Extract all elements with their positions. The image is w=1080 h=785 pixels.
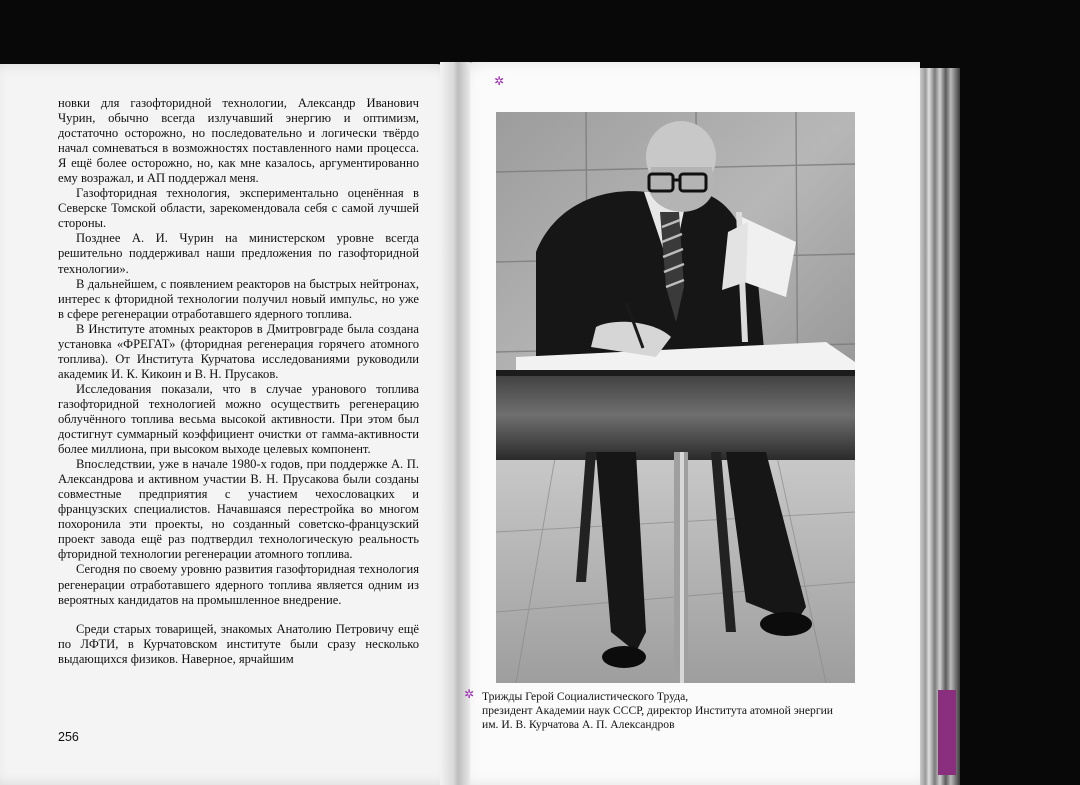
paragraph: Среди старых товарищей, знакомых Анатолию Петровичу ещё по ЛФТИ, в Курчатовском институте были сразу несколько выдающихся физиков. Наверное, ярчайшим xyxy=(58,621,419,666)
paragraph: В дальнейшем, с появлением реакторов на быстрых нейтронах, интерес к фторидной технологии получил новый импульс, но уже в сфере регенерации отработавшего ядерного топлива. xyxy=(58,276,419,321)
caption-line: им. И. В. Курчатова А. П. Александров xyxy=(482,718,675,732)
book-spine xyxy=(440,62,470,785)
page-edges xyxy=(918,68,960,785)
paragraph: В Институте атомных реакторов в Дмитровграде была создана установка «ФРЕГАТ» (фторидная регенерация горячего атомного топлива). От Института Курчатова исследованиями руководили академик И. К. Кикоин и В. Н. Прусаков. xyxy=(58,321,419,381)
paragraph: Сегодня по своему уровню развития газофторидная технология регенерации отработавшего ядерного топлива является одним из вероятных кандидатов на промышленное внедрение. xyxy=(58,562,419,607)
page-number: 256 xyxy=(58,730,79,744)
body-text xyxy=(58,96,419,667)
paragraph: Позднее А. И. Чурин на министерском уровне всегда решительно поддерживал наши предложения по газофторидной технологии». xyxy=(58,231,419,276)
paragraph: новки для газофторидной технологии, Александр Иванович Чурин, обычно всегда излучавший энергию и оптимизм, достаточно осторожно, но последовательно и логически твёрдо начал сомневаться в возможностях поставленного нами процесса. Я ещё более осторожно, но, как мне казалось, аргументированно ему возражал, и АП поддержал меня. xyxy=(58,96,419,186)
paragraph: Исследования показали, что в случае уранового топлива газофторидной технологией можно осуществить регенерацию облучённого топлива весьма высокой активности. При этом был достигнут суммарный коэффициент очистки от гамма-активности более миллиона, при высоком выходе целевых компонент. xyxy=(58,381,419,457)
ink-speck: ✲ xyxy=(494,74,505,88)
portrait-photo xyxy=(496,112,855,683)
caption-line: Трижды Герой Социалистического Труда, xyxy=(482,690,689,703)
photo-caption xyxy=(482,690,862,733)
paragraph: Впоследствии, уже в начале 1980-х годов, при поддержке А. П. Александрова и активном участии В. Н. Прусакова были созданы совместные предприятия с участием чехословацких и французских специалистов. Начавшаяся перестройка во многом похоронила эти проекты, но созданный советско-французский проект завода ещё раз подтвердил технологическую реальность фторидной технологии регенерации атомного топлива. xyxy=(58,457,419,562)
bookmark-tab xyxy=(938,690,956,775)
paragraph: Газофторидная технология, экспериментально оценённая в Северске Томской области, зарекомендовала себя с самой лучшей стороны. xyxy=(58,186,419,231)
caption-line: президент Академии наук СССР, директор Института атомной энергии xyxy=(482,704,833,718)
ink-speck: ✲ xyxy=(464,687,475,701)
